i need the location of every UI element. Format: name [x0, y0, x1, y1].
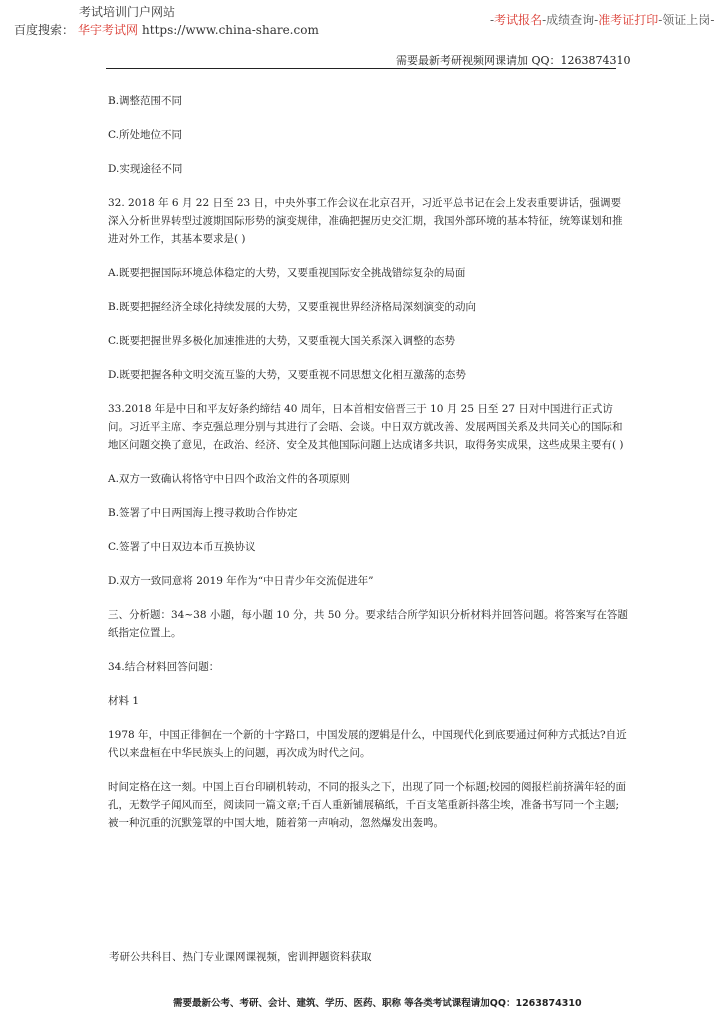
footer-contact: 需要最新公考、考研、会计、建筑、学历、医药、职称 等各类考试课程请加QQ：1263874310	[173, 998, 582, 1009]
material-paragraph-1: 1978 年，中国正徘徊在一个新的十字路口，中国发展的逻辑是什么，中国现代化到底要通过何种方式抵达?自近代以来盘桓在中华民族头上的问题，再次成为时代之问。	[108, 729, 627, 759]
footer-promo: 考研公共科目、热门专业课网课视频，密训押题资料获取	[109, 951, 372, 963]
header-divider	[106, 68, 616, 69]
q31-option-b: B.调整范围不同	[108, 95, 183, 107]
q32-stem: 32. 2018 年 6 月 22 日至 23 日，中央外事工作会议在北京召开，习近平总书记在会上发表重要讲话，强调要深入分析世界转型过渡期国际形势的演变规律，准确把握历史交汇期，我国外部环境的基本特征，统筹谋划和推进对外工作，其基本要求是( )	[108, 197, 623, 245]
material-paragraph-2: 时间定格在这一刻。中国上百台印刷机转动，不同的报头之下，出现了同一个标题;校园的阅报栏前挤满年轻的面孔，无数学子闻风而至，阅读同一篇文章;千百人重新铺展稿纸，千百支笔重新抖落尘埃，准备书写同一个主题;被一种沉重的沉默笼罩的中国大地，随着第一声响动，忽然爆发出轰鸣。	[108, 781, 627, 829]
link-exam-registration[interactable]: 考试报名	[494, 13, 543, 27]
link-score-query[interactable]: 成绩查询	[546, 13, 595, 27]
q34-heading: 34.结合材料回答问题：	[108, 661, 220, 673]
q31-option-c: C.所处地位不同	[108, 129, 182, 141]
q33-option-b: B.签署了中日两国海上搜寻救助合作协定	[108, 507, 298, 519]
q33-stem: 33.2018 年是中日和平友好条约缔结 40 周年，日本首相安倍晋三于 10 月 25 日至 27 日对中国进行正式访问。习近平主席、李克强总理分别与其进行了会晤、会谈。中日双方就改善、发展两国关系及共同关心的国际和地区问题交换了意见，在政治、经济、安全及其他国际问题上达成诸多共识，取得务实成果，这些成果主要有( )	[108, 403, 624, 451]
q31-option-d: D.实现途径不同	[108, 163, 183, 175]
qq-contact-line: 需要最新考研视频网课请加 QQ：1263874310	[396, 54, 631, 67]
q32-option-b: B.既要把握经济全球化持续发展的大势，又要重视世界经济格局深刻演变的动向	[108, 301, 477, 313]
search-line	[14, 21, 319, 38]
q32-option-a: A.既要把握国际环境总体稳定的大势，又要重视国际安全挑战错综复杂的局面	[108, 267, 466, 279]
search-label: 百度搜索：	[14, 23, 75, 37]
q32-option-d: D.既要把握各种文明交流互鉴的大势，又要重视不同思想文化相互激荡的态势	[108, 369, 466, 381]
material-label: 材料 1	[108, 695, 140, 707]
q33-option-d: D.双方一致同意将 2019 年作为“中日青少年交流促进年”	[108, 575, 374, 587]
q33-option-c: C.签署了中日双边本币互换协议	[108, 541, 256, 553]
header-links: -考试报名-成绩查询-准考证打印-领证上岗-	[490, 13, 715, 27]
q32-option-c: C.既要把握世界多极化加速推进的大势，又要重视大国关系深入调整的态势	[108, 335, 455, 347]
document-body	[108, 92, 628, 848]
link-certificate[interactable]: 领证上岗	[662, 13, 711, 27]
brand-link[interactable]: 华宇考试网	[78, 23, 139, 37]
link-admission-ticket[interactable]: 准考证打印	[598, 13, 659, 27]
site-title: 考试培训门户网站	[79, 5, 176, 19]
q33-option-a: A.双方一致确认将恪守中日四个政治文件的各项原则	[108, 473, 350, 485]
section-3-instructions: 三、分析题：34~38 小题，每小题 10 分，共 50 分。要求结合所学知识分析材料并回答问题。将答案写在答题纸指定位置上。	[108, 609, 628, 639]
site-url[interactable]: https://www.china-share.com	[142, 23, 319, 37]
